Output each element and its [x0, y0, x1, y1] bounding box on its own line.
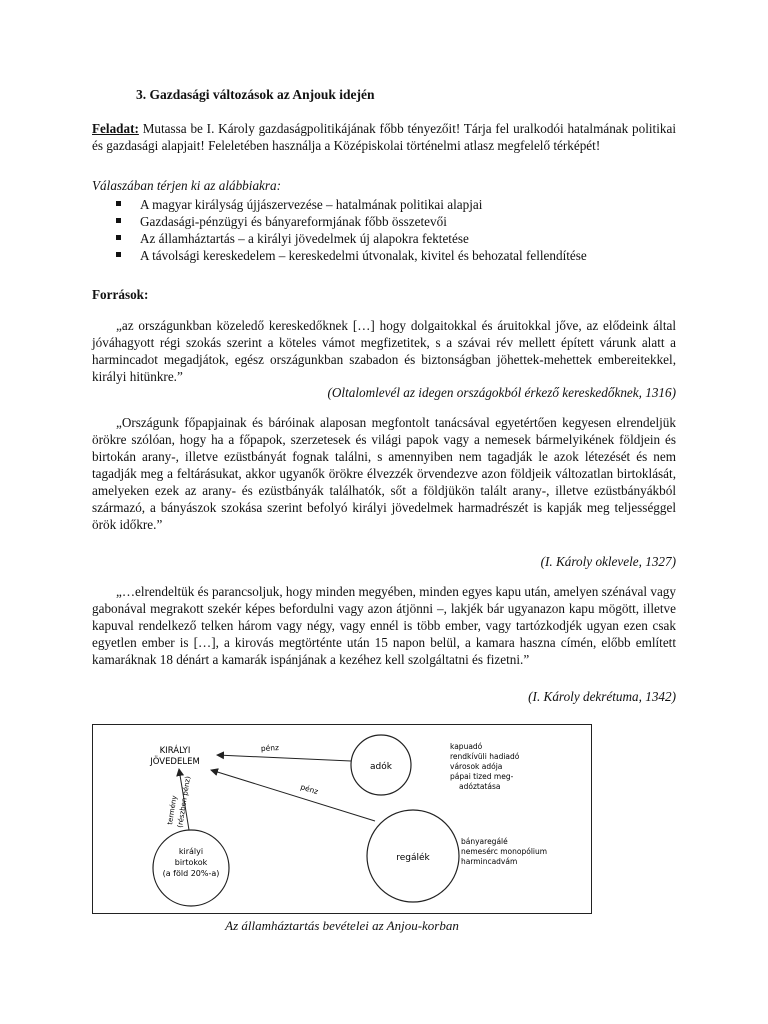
source-quote: „az országunkban közeledő kereskedőknek […] hogy dolgaitokkal és áruitokkal jőve, az elődeink által jóváhagyott régi szokás szerint a köteles vámot megfizetitek, s a szávai rév mellett épített várunk alatt a harmincadot megadjátok, egész országunkban szabadon és biztonságban jöhettek-mehettek embereitekkel, királyi hitünkre.” [92, 318, 676, 384]
ado-list-item: rendkívüli hadiadó [450, 752, 520, 761]
arrow-label-penz-diag: pénz [299, 782, 320, 797]
source-quote: „…elrendeltük és parancsoljuk, hogy minden megyében, minden egyes kapu után, amelyen szénával vagy gabonával megrakott szekér képes befordulni vagy azon átjönni –, lakjék bár ugyanazon kapu mögött, illetve kapuval rendelkező telken három vagy négy, vagy ennél is több ember, vagy tartózkodjék ugyan ezen csak egyetlen ember is […], a kirovás megtörténte után 15 napon belül, a kamara haszna címén, előbb említett kamaráknak 18 dénárt a kamarák ispánjának a kezéhez kell szolgáltatni és fizetni.” [92, 584, 676, 667]
diagram-svg [93, 725, 591, 913]
arrow-label-termeny-line2: (részben pénz) [176, 775, 193, 829]
task-paragraph [92, 120, 676, 154]
list-item: Gazdasági-pénzügyi és bányareformjának főbb összetevői [92, 213, 676, 230]
regale-list-item: harmincadvám [461, 857, 518, 866]
ado-list-item: kapuadó [450, 742, 483, 751]
arrow-regale-to-center [211, 770, 375, 821]
birtok-label-line3: (a föld 20%-a) [162, 869, 220, 878]
section-heading: 3. Gazdasági változások az Anjouk idején [136, 87, 375, 102]
source-citation: (I. Károly oklevele, 1327) [540, 554, 676, 569]
birtok-label-line2: birtokok [174, 858, 208, 867]
regale-list-item: nemesérc monopólium [461, 847, 548, 856]
regale-label: regálék [396, 853, 430, 863]
birtok-circle [153, 830, 229, 906]
source-citation: (Oltalomlevél az idegen országokból érkező kereskedőknek, 1316) [327, 385, 676, 400]
answer-hint: Válaszában térjen ki az alábbiakra: [92, 178, 282, 193]
regale-list-item: bányaregálé [461, 837, 508, 846]
arrow-ado-to-center [217, 755, 351, 761]
ado-list-item: adóztatása [459, 782, 501, 791]
source-quote: „Országunk főpapjainak és báróinak alaposan megfontolt tanácsával egyetértően kegyesen elrendeljük örökre szólóan, hogy ha a főpapok, szerzetesek és világi papok vagy a nemesek bármelyikének földjein és birtokán arany-, illetve ezüstbányát fognak találni, s amennyiben nem tagadják le azok létezését és nem tagadják meg a feltárásukat, akkor ugyanők örökre élvezzék örvendezve azon földjeik változatlan birtoklását, amelyeken ezek az arany- és ezüstbányák találhatók, sőt a földjükön talált arany-, illetve ezüstbányákból származó, a bányászok szokása szerint befolyó királyi jövedelmek harmadrészét is kapják meg teljességgel örök időkre.” [92, 415, 676, 532]
source-citation: (I. Károly dekrétuma, 1342) [528, 689, 676, 704]
list-item: Az államháztartás – a királyi jövedelmek új alapokra fektetése [92, 230, 676, 247]
task-text: Mutassa be I. Károly gazdaságpolitikájának főbb tényezőit! Tárja fel uralkodói hatalmának politikai és gazdasági alapjait! Feleletében használja a Középiskolai történelmi atlasz megfelelő térképét! [92, 121, 676, 153]
bullet-list [92, 196, 676, 264]
arrow-label-penz-top: pénz [260, 743, 280, 753]
ado-list-item: pápai tized meg- [450, 772, 514, 781]
sources-heading: Források: [92, 287, 149, 302]
list-item: A magyar királyság újjászervezése – hatalmának politikai alapjai [92, 196, 676, 213]
birtok-label-line1: királyi [178, 847, 204, 856]
task-label: Feladat: [92, 121, 139, 136]
figure-caption: Az államháztartás bevételei az Anjou-korban [225, 918, 459, 933]
center-label-line1: KIRÁLYI [159, 746, 191, 756]
arrow-label-termeny-line1: termény [166, 794, 179, 826]
ado-list-item: városok adója [450, 762, 503, 771]
center-label-line2: JÖVEDELEM [150, 757, 200, 767]
ado-label: adók [370, 762, 392, 772]
list-item: A távolsági kereskedelem – kereskedelmi útvonalak, kivitel és behozatal fellendítése [92, 247, 676, 264]
revenue-diagram [92, 724, 592, 914]
